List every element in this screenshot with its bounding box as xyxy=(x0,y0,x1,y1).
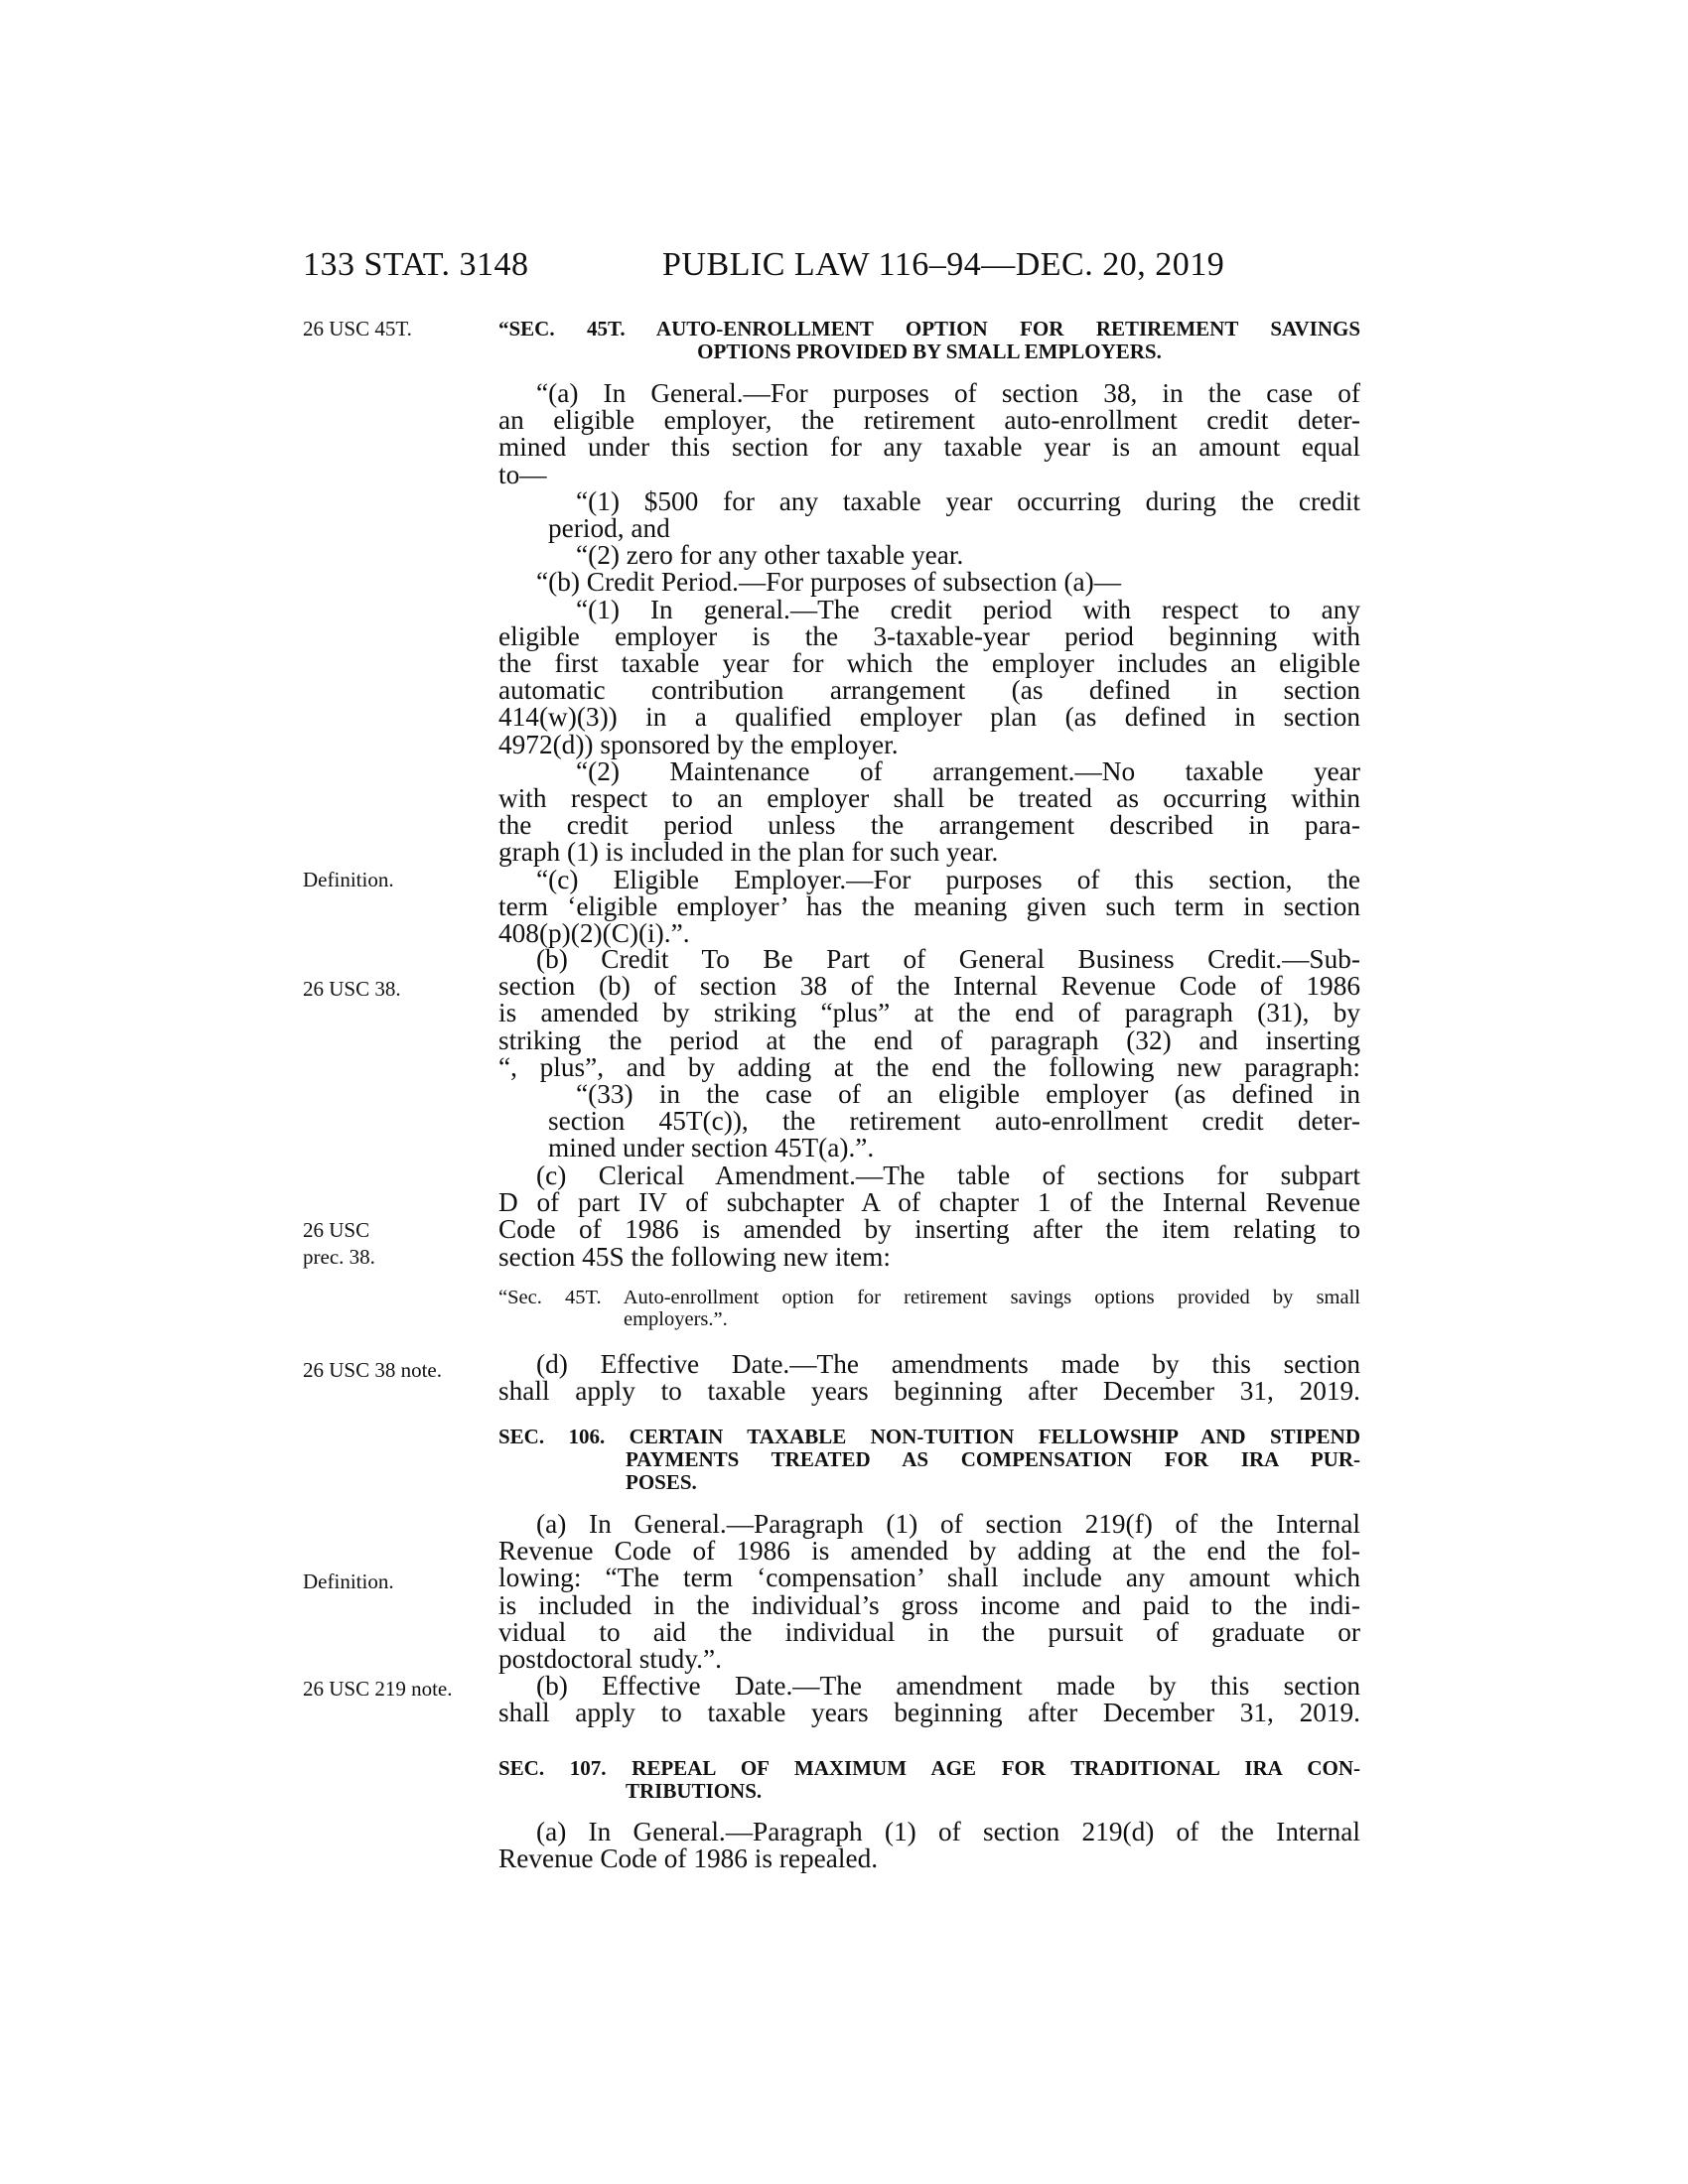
text-line: section 45S the following new item: xyxy=(498,1241,891,1272)
text-line: (b) Credit To Be Part of General Business Credit.—Sub- xyxy=(536,944,1360,974)
heading-line: PAYMENTS TREATED AS COMPENSATION FOR IRA PUR- xyxy=(626,1447,1360,1471)
page-law-title: PUBLIC LAW 116–94—DEC. 20, 2019 xyxy=(662,246,1225,283)
text-line: vidual to aid the individual in the pursuit of graduate or xyxy=(498,1616,1360,1647)
margin-note-line: 26 USC xyxy=(303,1218,370,1242)
text-line: 4972(d)) sponsored by the employer. xyxy=(498,729,899,759)
text-line: Revenue Code of 1986 is repealed. xyxy=(498,1843,879,1874)
text-line: with respect to an employer shall be treated as occurring within xyxy=(498,783,1360,814)
text-line: mined under this section for any taxable year is an amount equal xyxy=(498,432,1360,463)
text-line: to— xyxy=(498,459,547,489)
margin-note-26-usc-prec-38 xyxy=(303,1217,492,1271)
section-107-body xyxy=(498,1819,1360,1872)
margin-note-26-usc-38-note: 26 USC 38 note. xyxy=(303,1358,443,1382)
text-line: graph (1) is included in the plan for such year. xyxy=(498,837,999,868)
text-line: “Sec. 45T. Auto-enrollment option for retirement savings options provided by small xyxy=(498,1287,1360,1308)
heading-line: SEC. 106. CERTAIN TAXABLE NON-TUITION FELLOWSHIP AND STIPEND xyxy=(498,1425,1360,1448)
text-line: “(1) In general.—The credit period with respect to any xyxy=(576,594,1360,624)
margin-note-definition: Definition. xyxy=(303,868,394,891)
text-line: shall apply to taxable years beginning after December 31, 2019. xyxy=(498,1698,1360,1728)
text-line: shall apply to taxable years beginning after December 31, 2019. xyxy=(498,1376,1360,1407)
amendment-b-credit xyxy=(498,946,1360,1162)
text-line: the first taxable year for which the employer includes an eligible xyxy=(498,648,1360,679)
text-line: (a) In General.—Paragraph (1) of section 219(d) of the Internal xyxy=(536,1817,1360,1846)
heading-line: “SEC. 45T. AUTO-ENROLLMENT OPTION FOR RETIREMENT SAVINGS xyxy=(498,317,1360,341)
text-line: automatic contribution arrangement (as defined in section xyxy=(498,675,1360,706)
text-line: Revenue Code of 1986 is amended by adding at the end the fol- xyxy=(498,1536,1360,1567)
text-line: (a) In General.—Paragraph (1) of section 219(f) of the Internal xyxy=(536,1509,1360,1539)
text-line: term ‘eligible employer’ has the meaning given such term in section xyxy=(498,890,1360,921)
text-line: striking the period at the end of paragraph (32) and inserting xyxy=(498,1024,1360,1055)
text-line: is amended by striking “plus” at the end of paragraph (31), by xyxy=(498,998,1360,1028)
page-stat-reference: 133 STAT. 3148 xyxy=(303,246,529,283)
text-line: mined under section 45T(a).”. xyxy=(548,1133,875,1163)
text-line: 414(w)(3)) in a qualified employer plan (as defined in section xyxy=(498,702,1360,733)
text-line: “(1) $500 for any taxable year occurring during the credit xyxy=(576,485,1360,516)
section-45t-body xyxy=(498,380,1360,947)
section-45t-heading xyxy=(498,318,1360,363)
amendment-d-effective-date xyxy=(498,1351,1360,1405)
text-line: section 45T(c)), the retirement auto-enrollment credit deter- xyxy=(548,1106,1360,1137)
margin-note-line: prec. 38. xyxy=(303,1245,375,1269)
margin-note-definition: Definition. xyxy=(303,1570,394,1593)
text-line: an eligible employer, the retirement auto-enrollment credit deter- xyxy=(498,405,1360,436)
heading-line: POSES. xyxy=(626,1470,697,1494)
text-line: employers.”. xyxy=(624,1308,728,1330)
text-line: “(b) Credit Period.—For purposes of subsection (a)— xyxy=(536,567,1122,598)
table-of-sections-item xyxy=(498,1287,1360,1330)
margin-note-26-usc-219-note: 26 USC 219 note. xyxy=(303,1677,453,1701)
section-107-heading xyxy=(498,1757,1360,1803)
text-line: period, and xyxy=(548,513,670,544)
heading-line: TRIBUTIONS. xyxy=(626,1779,763,1803)
text-line: “(a) In General.—For purposes of section 38, in the case of xyxy=(536,378,1360,408)
section-106-body xyxy=(498,1511,1360,1727)
text-line: “(2) Maintenance of arrangement.—No taxable year xyxy=(576,755,1360,786)
amendment-c-clerical xyxy=(498,1162,1360,1271)
text-line: (b) Effective Date.—The amendment made by this section xyxy=(536,1671,1360,1702)
text-line: “(c) Eligible Employer.—For purposes of this section, the xyxy=(536,864,1360,894)
text-line: Code of 1986 is amended by inserting after the item relating to xyxy=(498,1214,1360,1245)
text-line: postdoctoral study.”. xyxy=(498,1644,722,1675)
text-line: D of part IV of subchapter A of chapter 1 of the Internal Revenue xyxy=(498,1187,1360,1218)
text-line: is included in the individual’s gross income and paid to the indi- xyxy=(498,1589,1360,1620)
text-line: section (b) of section 38 of the Internal Revenue Code of 1986 xyxy=(498,971,1360,1002)
margin-note-26-usc-38: 26 USC 38. xyxy=(303,977,401,1001)
text-line: the credit period unless the arrangement described in para- xyxy=(498,810,1360,841)
heading-line: OPTIONS PROVIDED BY SMALL EMPLOYERS. xyxy=(697,340,1162,363)
text-line: (d) Effective Date.—The amendments made by this section xyxy=(536,1349,1360,1379)
text-line: “, plus”, and by adding at the end the following new paragraph: xyxy=(498,1051,1360,1082)
text-line: “(2) zero for any other taxable year. xyxy=(576,540,964,571)
text-line: (c) Clerical Amendment.—The table of sections for subpart xyxy=(536,1160,1360,1190)
section-106-heading xyxy=(498,1426,1360,1494)
text-line: lowing: “The term ‘compensation’ shall include any amount which xyxy=(498,1563,1360,1593)
margin-note-26-usc-45t: 26 USC 45T. xyxy=(303,317,412,341)
text-line: eligible employer is the 3-taxable-year period beginning with xyxy=(498,620,1360,651)
heading-line: SEC. 107. REPEAL OF MAXIMUM AGE FOR TRADITIONAL IRA CON- xyxy=(498,1756,1360,1780)
text-line: “(33) in the case of an eligible employer (as defined in xyxy=(576,1079,1360,1110)
text-line: 408(p)(2)(C)(i).”. xyxy=(498,918,690,949)
